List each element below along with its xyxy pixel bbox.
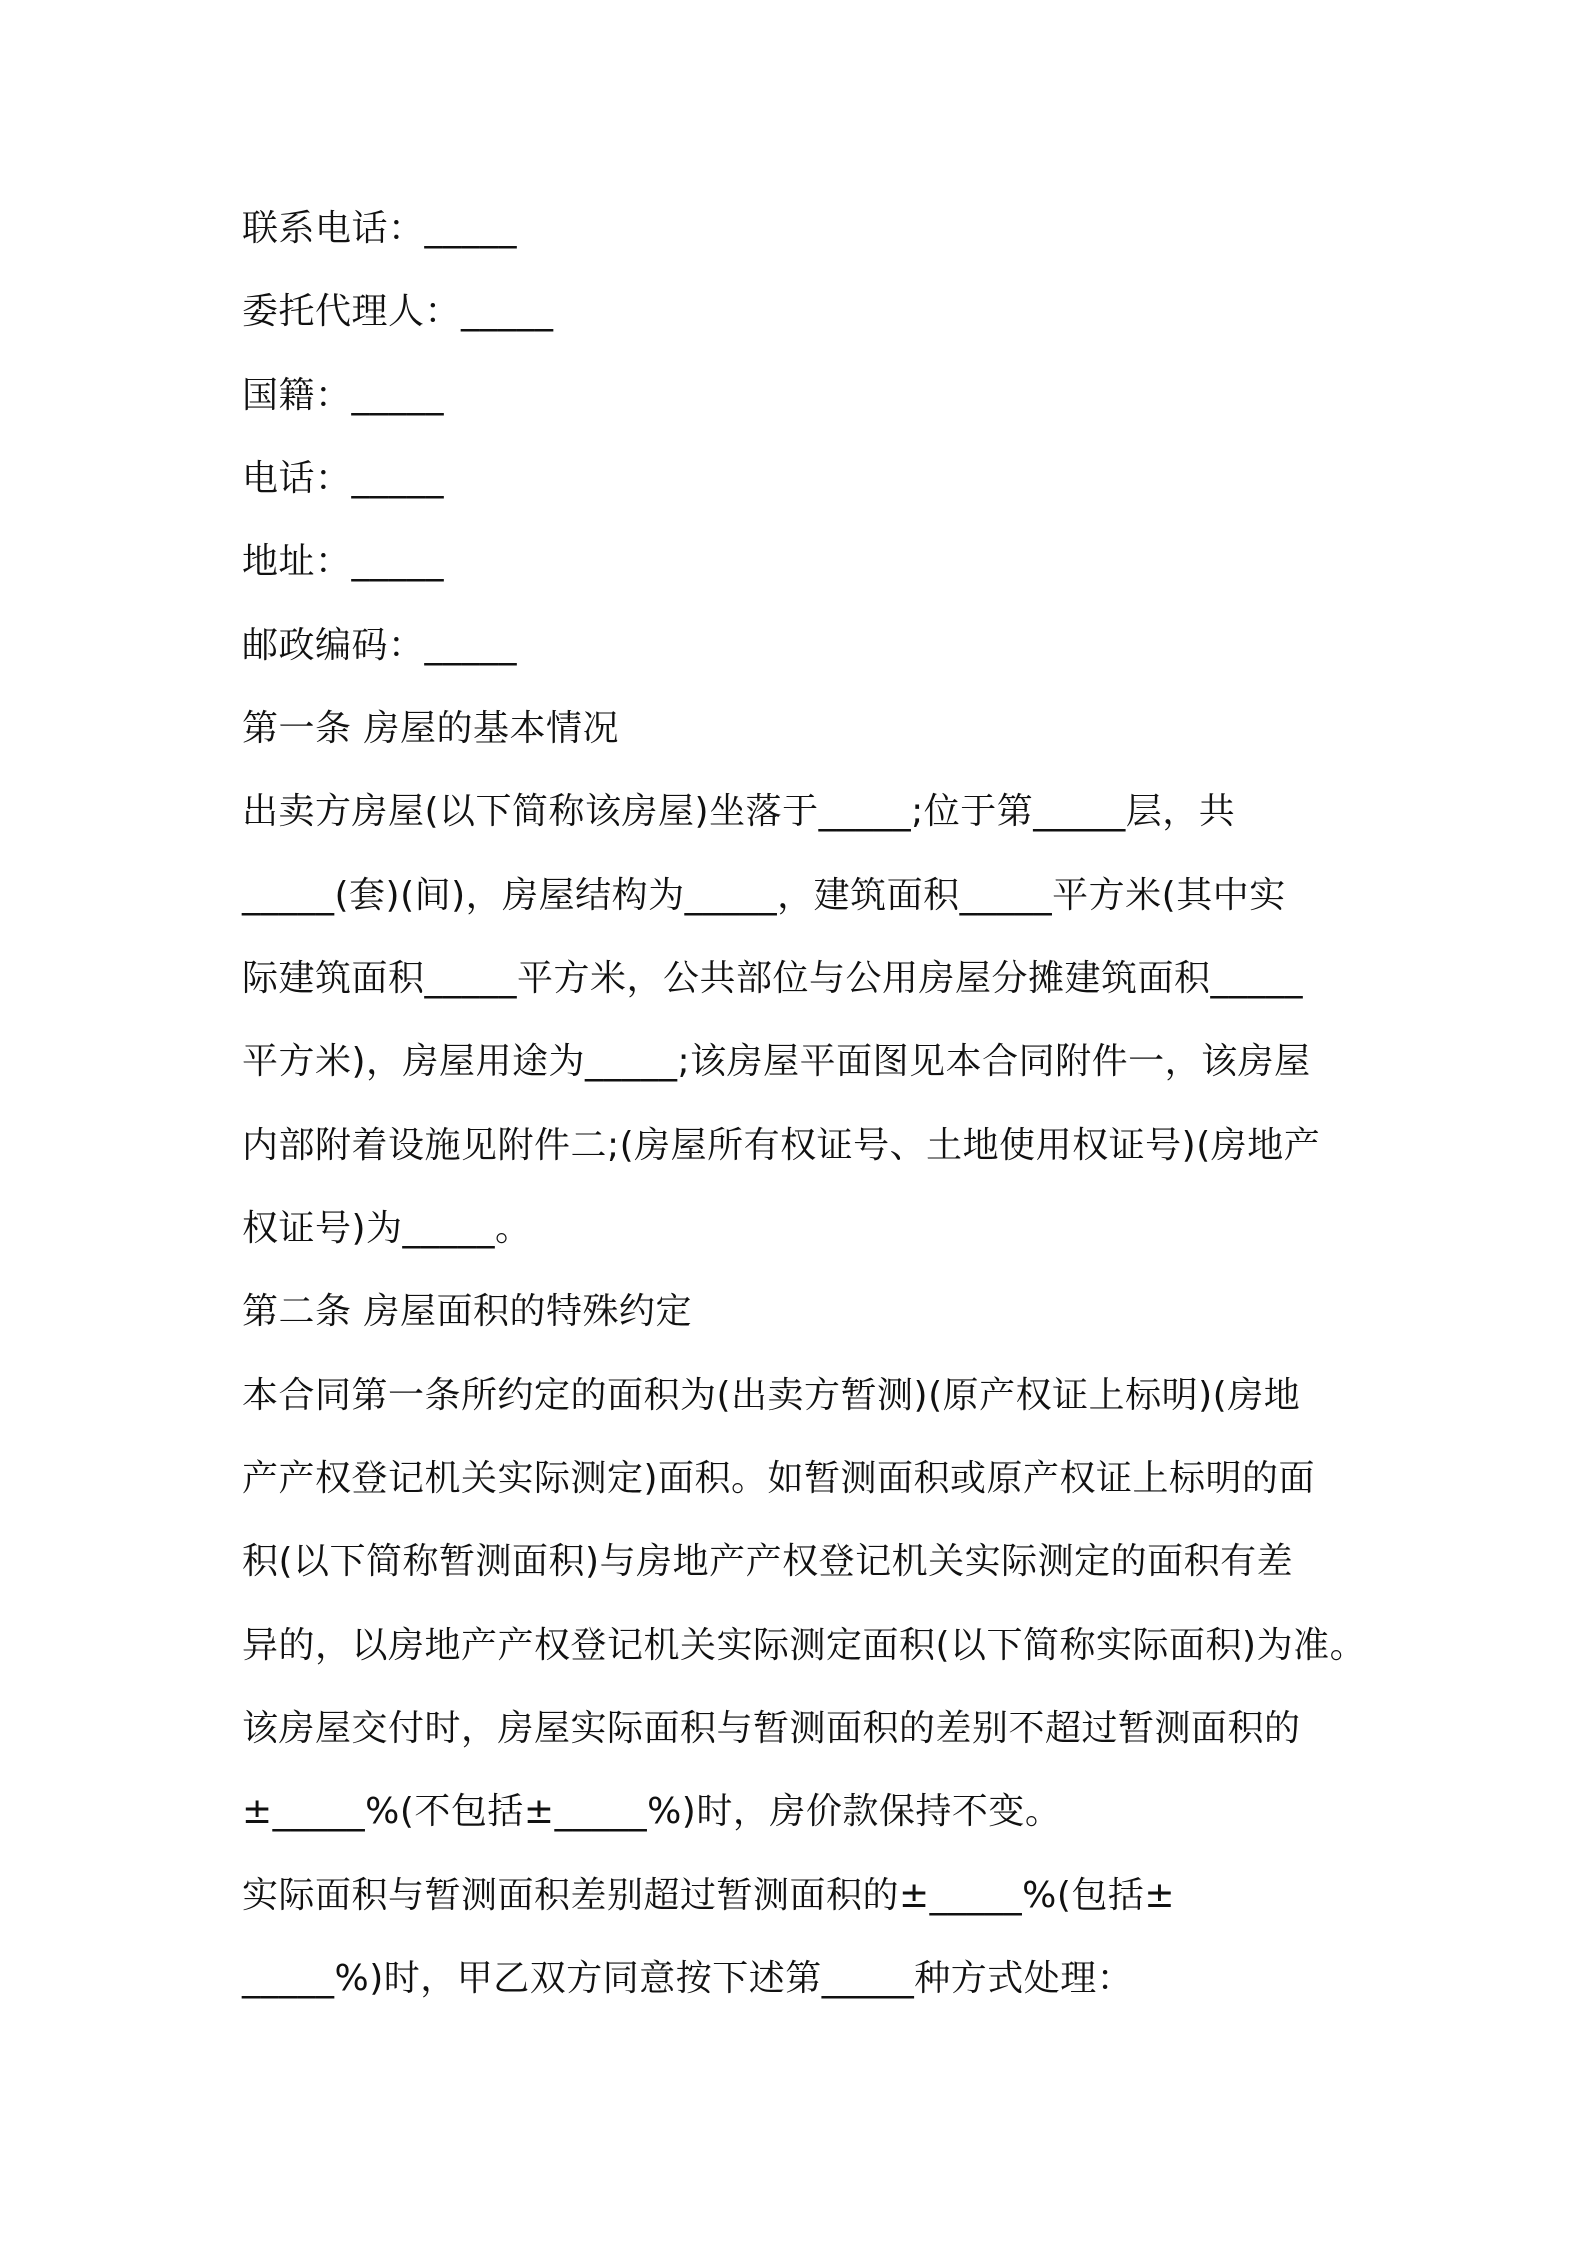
agent-line: 委托代理人：_____ [242,291,554,332]
article-2-paragraph-line: 异的，以房地产产权登记机关实际测定面积(以下简称实际面积)为准。 [242,1625,1367,1666]
article-2-paragraph-line: 产产权登记机关实际测定)面积。如暂测面积或原产权证上标明的面 [242,1458,1316,1499]
article-1-paragraph-line: 内部附着设施见附件二;(房屋所有权证号、土地使用权证号)(房地产 [242,1125,1321,1166]
address-line: 地址：_____ [242,541,445,582]
article-2-paragraph-line: 实际面积与暂测面积差别超过暂测面积的±_____%(包括± [242,1875,1176,1916]
article-1-paragraph-line: 际建筑面积_____平方米，公共部位与公用房屋分摊建筑面积_____ [242,958,1304,999]
article-1-paragraph-line: _____(套)(间)，房屋结构为_____，建筑面积_____平方米(其中实 [242,875,1286,916]
article-2-paragraph-line: 本合同第一条所约定的面积为(出卖方暂测)(原产权证上标明)(房地 [242,1375,1301,1416]
article-1-paragraph-line: 权证号)为_____。 [242,1208,532,1249]
article-2-paragraph-line: ±_____%(不包括±_____%)时，房价款保持不变。 [242,1791,1062,1832]
postal-code-line: 邮政编码：_____ [242,625,518,666]
article-1-paragraph-line: 出卖方房屋(以下简称该房屋)坐落于_____;位于第_____层，共 [242,791,1236,832]
nationality-line: 国籍：_____ [242,375,445,416]
article-1-heading: 第一条 房屋的基本情况 [242,708,619,749]
contact-phone-line: 联系电话：_____ [242,208,518,249]
article-1-paragraph-line: 平方米)，房屋用途为_____;该房屋平面图见本合同附件一，该房屋 [242,1041,1311,1082]
article-2-paragraph-line: 该房屋交付时，房屋实际面积与暂测面积的差别不超过暂测面积的 [242,1708,1301,1749]
article-2-paragraph-line: 积(以下简称暂测面积)与房地产产权登记机关实际测定的面积有差 [242,1541,1294,1582]
article-2-paragraph-line: _____%)时，甲乙双方同意按下述第_____种方式处理： [242,1958,1134,1999]
article-2-heading: 第二条 房屋面积的特殊约定 [242,1291,692,1332]
phone-line: 电话：_____ [242,458,445,499]
